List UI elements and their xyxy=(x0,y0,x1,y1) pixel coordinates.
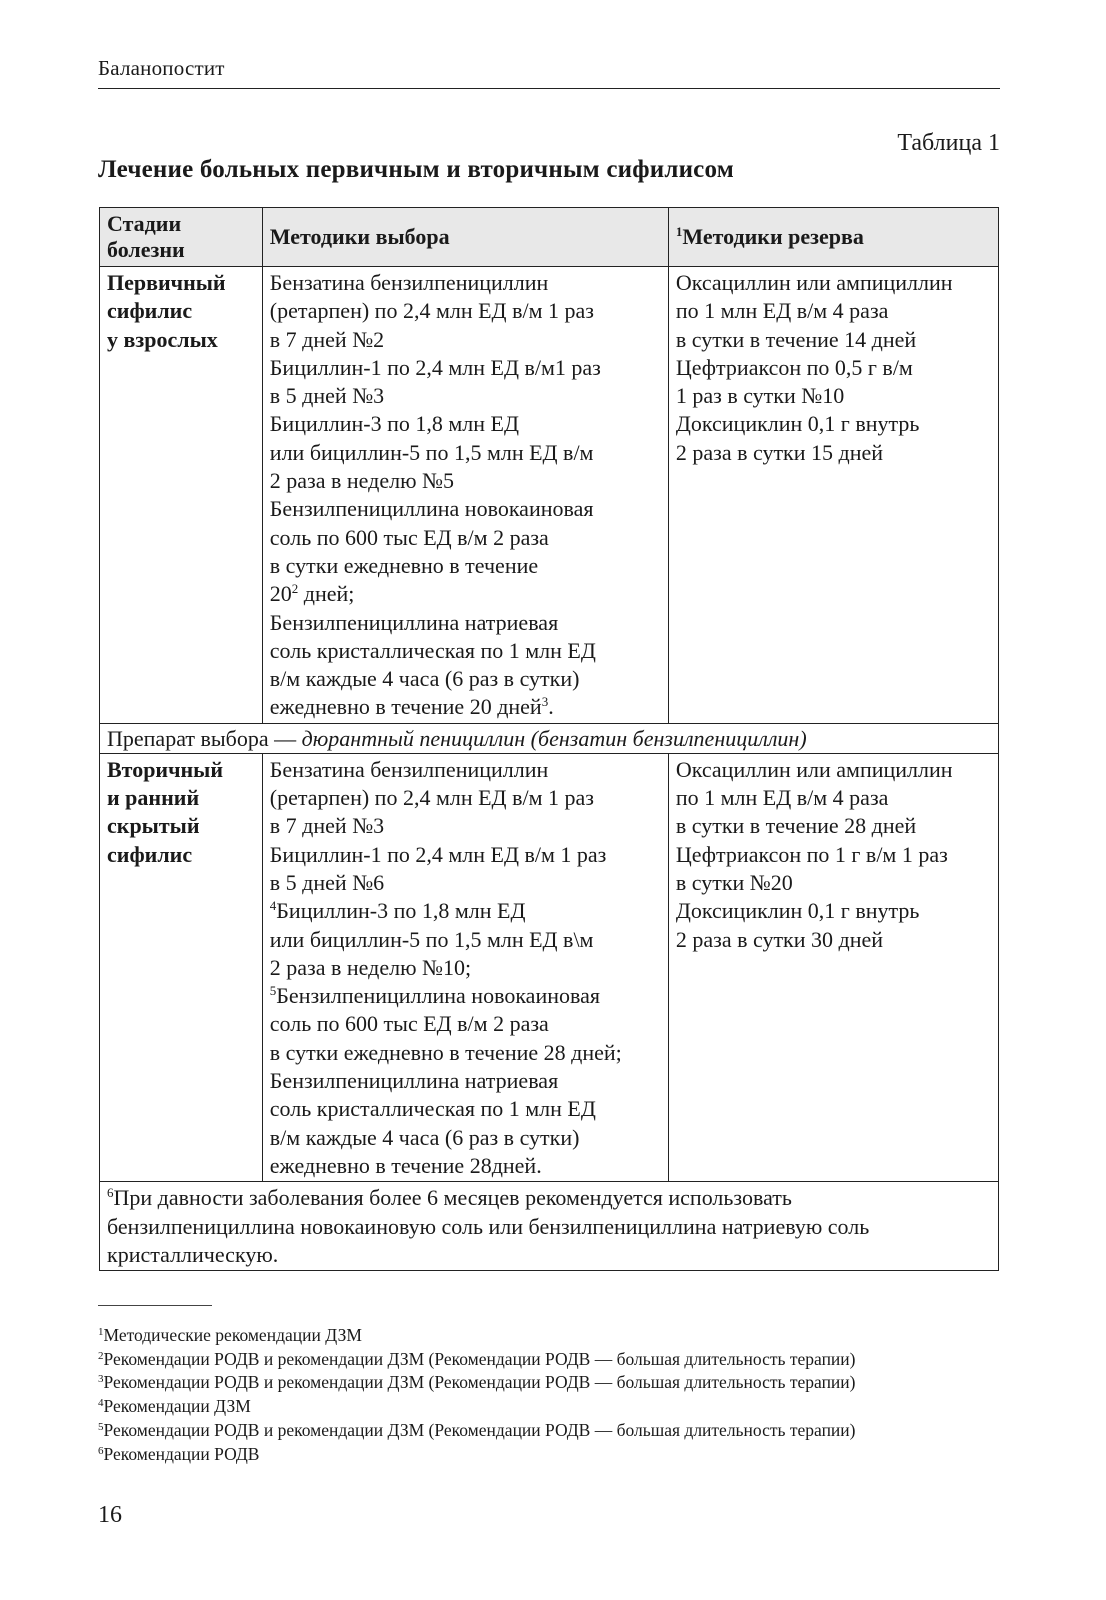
footnote xyxy=(98,1443,856,1467)
table-note-row xyxy=(100,1182,999,1271)
table-note-cell xyxy=(100,1182,999,1271)
choice-line-text: Бициллин-3 по 1,8 млн ЕД xyxy=(276,898,526,924)
choice-line: Бензилпенициллина натриевая xyxy=(269,1068,559,1094)
header-rule xyxy=(98,88,1000,89)
footnote-text: Рекомендации РОДВ xyxy=(103,1443,260,1464)
reserve-line: Оксациллин или ампициллин xyxy=(675,270,953,295)
table-header-row xyxy=(100,208,999,267)
choice-line: (ретарпен) по 2,4 млн ЕД в/м 1 раз xyxy=(269,298,594,324)
choice-line: соль по 600 тыс ЕД в/м 2 раза xyxy=(269,1011,549,1037)
choice-line xyxy=(270,897,661,925)
footnote xyxy=(98,1419,856,1443)
stage-line: Первичный xyxy=(107,270,226,295)
footnote-text: Методические рекомендации ДЗМ xyxy=(103,1325,362,1345)
stage-line: сифилис xyxy=(107,841,193,867)
choice-days-text: дней; xyxy=(298,581,355,607)
reserve-line: Цефтриаксон по 1 г в/м 1 раз xyxy=(675,841,948,867)
reserve-line: по 1 млн ЕД в/м 4 раза xyxy=(675,298,889,324)
footnote-text: Рекомендации РОДВ и рекомендации ДЗМ (Рекомендации РОДВ — большая длительность терапии) xyxy=(103,1348,856,1369)
note-line: бензилпенициллина новокаиновую соль или бензилпенициллина натриевую соль xyxy=(107,1213,870,1239)
footnote-number: 1 xyxy=(98,1326,104,1338)
reserve-cell xyxy=(668,753,998,1181)
footnote xyxy=(98,1348,856,1372)
choice-line: в сутки ежедневно в течение xyxy=(269,552,539,578)
reserve-line: 2 раза в сутки 15 дней xyxy=(675,439,884,465)
reserve-line: Доксициклин 0,1 г внутрь xyxy=(675,411,920,437)
reserve-line: 2 раза в сутки 30 дней xyxy=(675,926,884,952)
choice-line: в/м каждые 4 часа (6 раз в сутки) xyxy=(269,1124,580,1150)
choice-cell xyxy=(262,267,668,724)
choice-line: соль кристаллическая по 1 млн ЕД xyxy=(269,637,596,663)
drug-of-choice-label: Препарат выбора — xyxy=(107,725,302,751)
reserve-line: Доксициклин 0,1 г внутрь xyxy=(675,898,920,924)
table-title: Лечение больных первичным и вторичным сифилисом xyxy=(98,156,734,183)
header-stage xyxy=(100,208,263,267)
choice-line: 2 раза в неделю №10; xyxy=(269,954,472,980)
note-line xyxy=(107,1184,991,1212)
footnote-ref: 1 xyxy=(675,224,683,239)
choice-line: соль кристаллическая по 1 млн ЕД xyxy=(269,1096,596,1122)
choice-line: Бензилпенициллина новокаиновая xyxy=(269,496,594,522)
choice-line: Бициллин-1 по 2,4 млн ЕД в/м 1 раз xyxy=(269,841,607,867)
reserve-line: в сутки №20 xyxy=(675,869,793,895)
choice-line: Бензилпенициллина натриевая xyxy=(269,609,559,635)
footnote xyxy=(98,1324,856,1348)
choice-line xyxy=(270,693,661,721)
choice-line: в 5 дней №3 xyxy=(269,383,385,409)
choice-line: 2 раза в неделю №5 xyxy=(269,468,455,494)
reserve-line: Цефтриаксон по 0,5 г в/м xyxy=(675,354,913,380)
stage-line: скрытый xyxy=(107,813,200,839)
stage-line: сифилис xyxy=(107,298,193,324)
footnote-number: 6 xyxy=(98,1444,104,1457)
note-text: При давности заболевания более 6 месяцев рекомендуется использовать xyxy=(113,1185,792,1211)
footnote-ref: 3 xyxy=(541,694,549,710)
table-row xyxy=(100,267,999,724)
choice-line: Бензатина бензилпенициллин xyxy=(269,756,549,782)
choice-line: ежедневно в течение 28дней. xyxy=(269,1152,542,1178)
footnote-number: 2 xyxy=(98,1349,104,1362)
reserve-line: по 1 млн ЕД в/м 4 раза xyxy=(675,785,889,811)
choice-line: Бензатина бензилпенициллин xyxy=(269,270,549,295)
header-reserve xyxy=(668,208,998,267)
choice-line: или бициллин-5 по 1,5 млн ЕД в\м xyxy=(269,926,594,952)
choice-last-text: ежедневно в течение 20 дней xyxy=(269,694,542,720)
choice-line: в 7 дней №2 xyxy=(269,326,385,352)
table-number: Таблица 1 xyxy=(897,130,1000,156)
footnote-ref: 2 xyxy=(291,581,299,597)
choice-last-end: . xyxy=(548,694,554,720)
stage-line: и ранний xyxy=(107,785,200,811)
choice-line: (ретарпен) по 2,4 млн ЕД в/м 1 раз xyxy=(269,785,594,811)
choice-line: или бициллин-5 по 1,5 млн ЕД в/м xyxy=(269,439,594,465)
footnote-ref: 5 xyxy=(269,983,277,999)
choice-line xyxy=(270,580,661,608)
choice-cell xyxy=(262,753,668,1181)
footnote xyxy=(98,1371,856,1395)
choice-line: Бициллин-1 по 2,4 млн ЕД в/м1 раз xyxy=(269,354,601,380)
header-choice: Методики выбора xyxy=(262,208,668,267)
drug-of-choice-row xyxy=(100,723,999,753)
choice-line: в 7 дней №3 xyxy=(269,813,385,839)
reserve-line: в сутки в течение 28 дней xyxy=(675,813,917,839)
reserve-line: в сутки в течение 14 дней xyxy=(675,326,917,352)
choice-line: соль по 600 тыс ЕД в/м 2 раза xyxy=(269,524,549,550)
footnote-text: Рекомендации ДЗМ xyxy=(103,1396,251,1417)
table-row xyxy=(100,753,999,1181)
treatment-table xyxy=(99,207,999,1271)
choice-line: в 5 дней №6 xyxy=(269,869,385,895)
choice-line: Бициллин-3 по 1,8 млн ЕД xyxy=(269,411,519,437)
stage-cell xyxy=(100,267,263,724)
footnote-ref: 4 xyxy=(269,898,277,914)
choice-line-text: Бензилпенициллина новокаиновая xyxy=(276,983,600,1009)
header-stage-line: болезни xyxy=(107,237,185,262)
footnotes xyxy=(98,1324,856,1466)
footnote-text: Рекомендации РОДВ и рекомендации ДЗМ (Рекомендации РОДВ — большая длительность терапии) xyxy=(103,1372,856,1393)
choice-line: в сутки ежедневно в течение 28 дней; xyxy=(269,1039,622,1065)
header-stage-line: Стадии xyxy=(107,211,182,236)
choice-line xyxy=(270,982,661,1010)
choice-days-number: 20 xyxy=(269,581,292,607)
choice-line: в/м каждые 4 часа (6 раз в сутки) xyxy=(269,666,580,692)
footnote-ref: 6 xyxy=(107,1185,114,1201)
footnote-number: 3 xyxy=(98,1373,104,1386)
footnote-rule xyxy=(98,1305,212,1306)
header-reserve-label: Методики резерва xyxy=(682,224,864,249)
drug-of-choice-value: дюрантный пенициллин (бензатин бензилпенициллин) xyxy=(301,725,807,751)
reserve-line: Оксациллин или ампициллин xyxy=(675,756,953,782)
footnote-text: Рекомендации РОДВ и рекомендации ДЗМ (Рекомендации РОДВ — большая длительность терапии) xyxy=(103,1419,856,1440)
note-line: кристаллическую. xyxy=(107,1241,279,1267)
reserve-line: 1 раз в сутки №10 xyxy=(675,383,845,409)
footnote xyxy=(98,1395,856,1419)
drug-of-choice-cell xyxy=(100,723,999,753)
stage-line: у взрослых xyxy=(107,326,218,352)
page-number: 16 xyxy=(98,1502,122,1528)
footnote-number: 5 xyxy=(98,1420,104,1433)
stage-cell xyxy=(100,753,263,1181)
stage-line: Вторичный xyxy=(107,756,224,782)
reserve-cell xyxy=(668,267,998,724)
footnote-number: 4 xyxy=(98,1397,104,1410)
running-head: Баланопостит xyxy=(98,56,225,80)
